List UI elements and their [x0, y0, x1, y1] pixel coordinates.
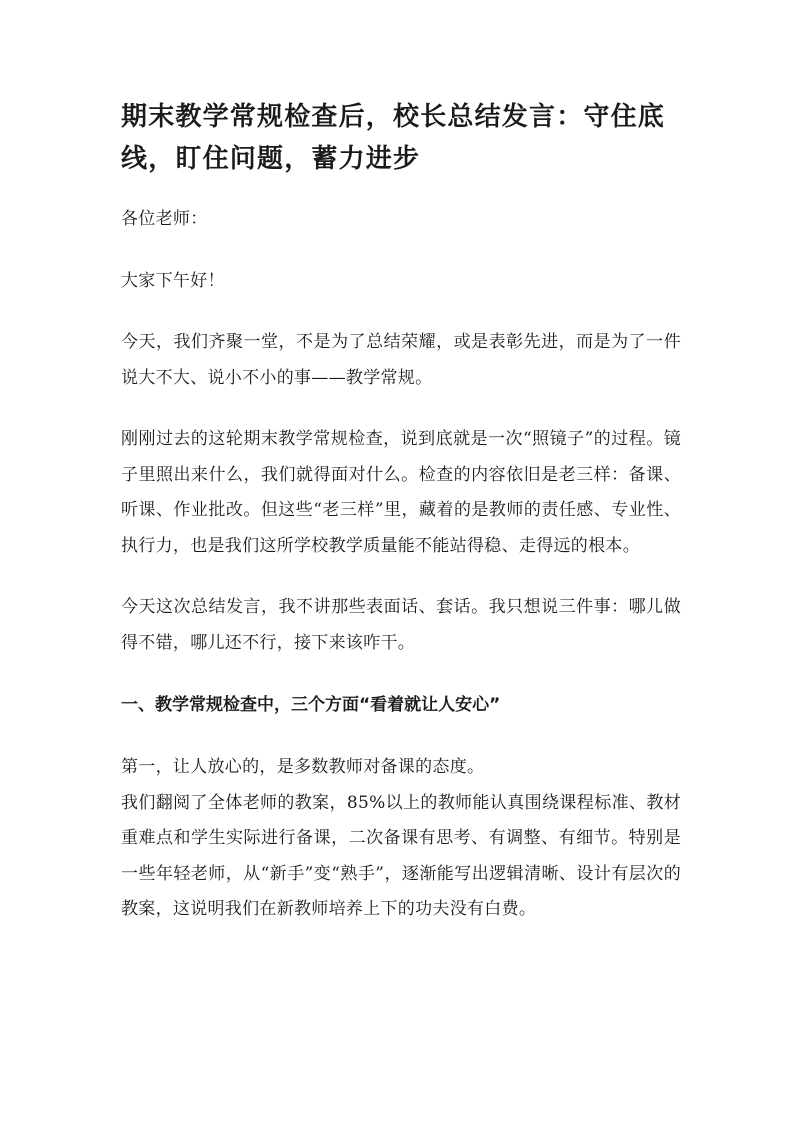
salutation: 各位老师： [121, 209, 208, 229]
paragraph-three-things: 今天这次总结发言，我不讲那些表面话、套话。我只想说三件事：哪儿做得不错，哪儿还不行，接下来该咋干。 [121, 597, 681, 653]
section-1-heading: 一、教学常规检查中，三个方面“看着就让人安心” [121, 695, 501, 715]
paragraph-inspection: 刚刚过去的这轮期末教学常规检查，说到底就是一次“照镜子”的过程。镜子里照出来什么，我们就得面对什么。检查的内容依旧是老三样：备课、听课、作业批改。但这些“老三样”里，藏着的是教师的责任感、专业性、执行力，也是我们这所学校教学质量能不能站得稳、走得远的根本。 [121, 429, 681, 556]
paragraph-intro: 今天，我们齐聚一堂，不是为了总结荣耀，或是表彰先进，而是为了一件说大不大、说小不小的事——教学常规。 [121, 332, 681, 388]
greeting: 大家下午好！ [121, 270, 225, 291]
document-page [121, 96, 681, 928]
section-1-point-1-body: 我们翻阅了全体老师的教案，85%以上的教师能认真围绕课程标准、教材重难点和学生实际进行备课，二次备课有思考、有调整、有细节。特别是一些年轻老师，从“新手”变“熟手”，逐渐能写出逻辑清晰、设计有层次的教案，这说明我们在新教师培养上下的功夫没有白费。 [121, 792, 681, 919]
section-1-point-1: 第一，让人放心的，是多数教师对备课的态度。 [121, 757, 485, 777]
document-title: 期末教学常规检查后，校长总结发言：守住底线，盯住问题，蓄力进步 [121, 102, 666, 174]
